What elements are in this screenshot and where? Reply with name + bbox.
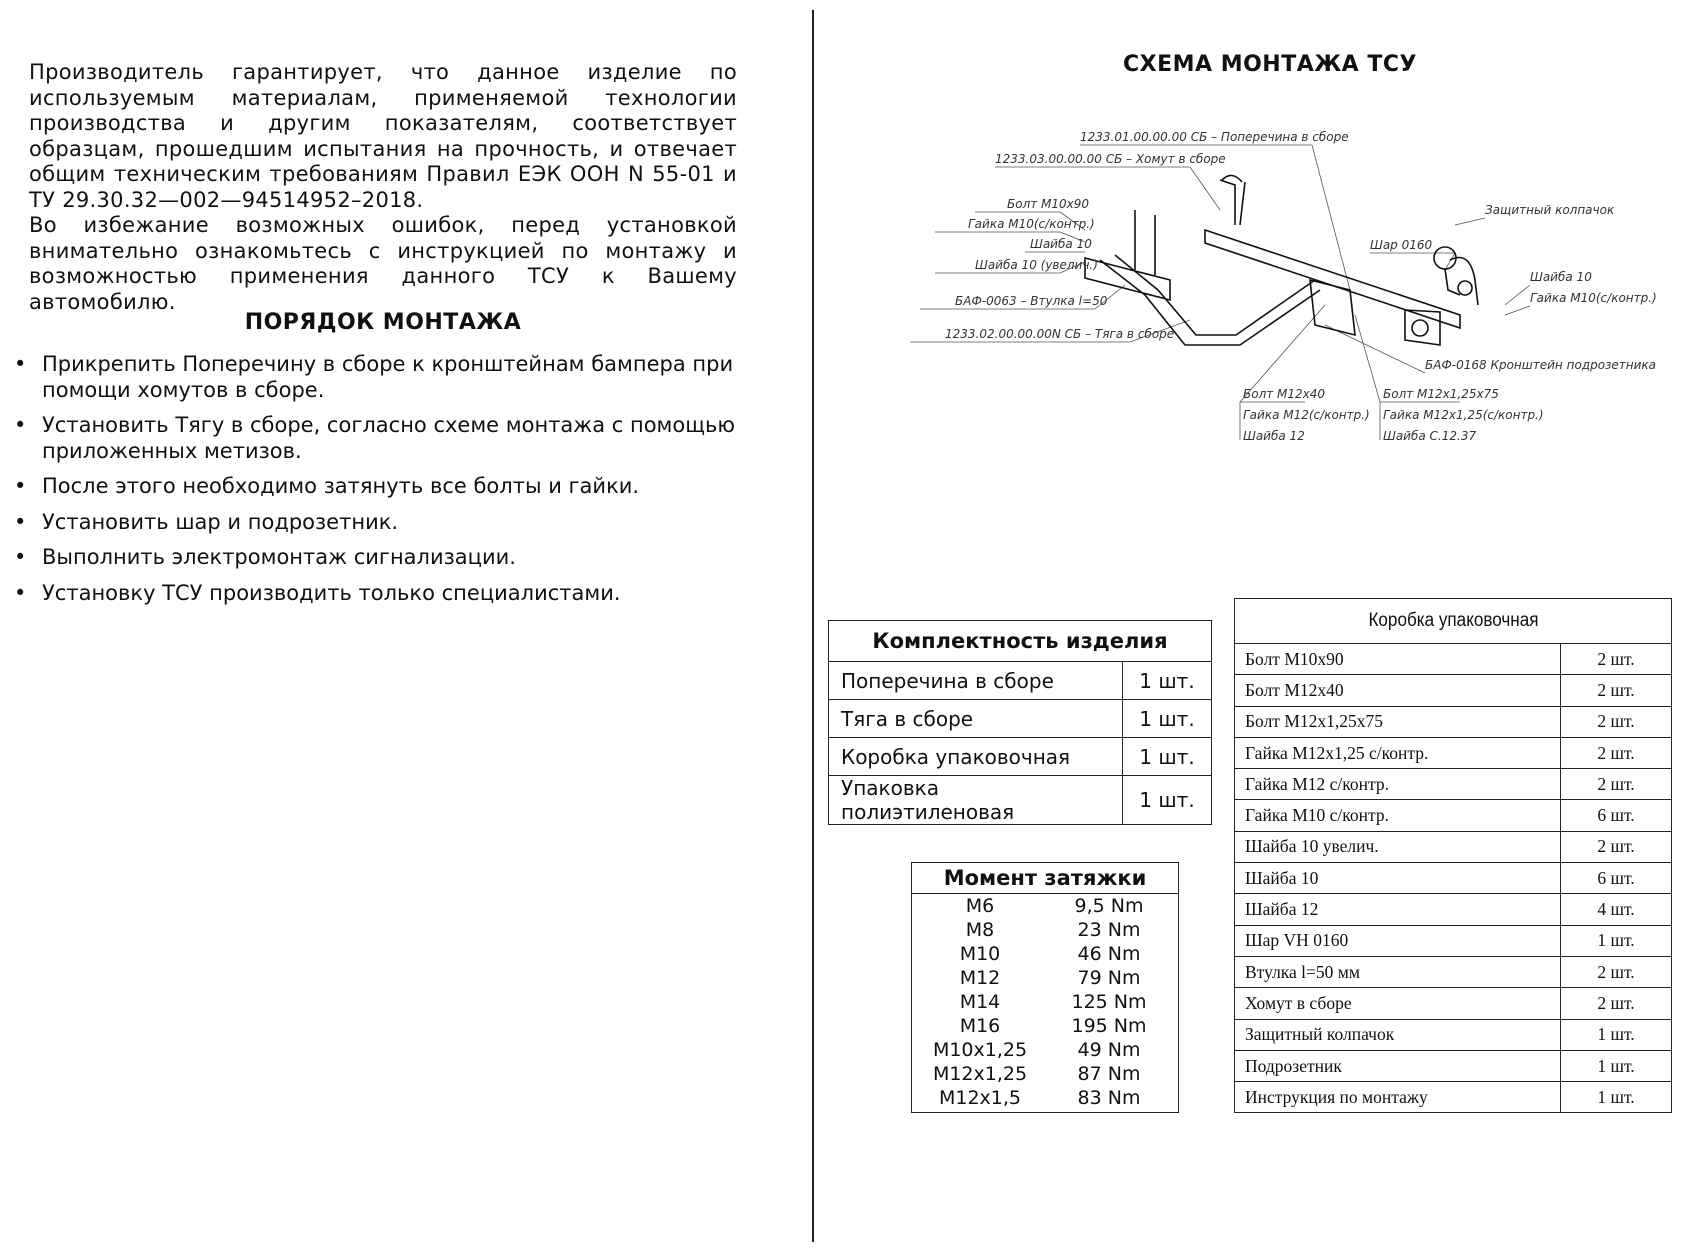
table-row: Болт М12х1,25х75 2 шт. bbox=[1235, 706, 1672, 737]
step-item: • Установить Тягу в сборе, согласно схеме монтажа с помощью приложенных метизов. bbox=[14, 413, 736, 463]
table-row: Шайба 10 6 шт. bbox=[1235, 863, 1672, 894]
torque-table-title: Момент затяжки bbox=[912, 863, 1178, 894]
svg-text:Гайка М10(с/контр.): Гайка М10(с/контр.) bbox=[1530, 291, 1657, 305]
table-row: Защитный колпачок 1 шт. bbox=[1235, 1019, 1672, 1050]
table-row: Шар VH 0160 1 шт. bbox=[1235, 925, 1672, 956]
scheme-heading: СХЕМА МОНТАЖА ТСУ bbox=[1123, 52, 1417, 77]
diagram-labels bbox=[945, 130, 1657, 443]
step-item: • Прикрепить Поперечину в сборе к кронштейнам бампера при помощи хомутов в сборе. bbox=[14, 352, 734, 402]
step-item: • Выполнить электромонтаж сигнализации. bbox=[14, 545, 516, 569]
kit-table-title: Комплектность изделия bbox=[829, 621, 1212, 662]
order-heading: ПОРЯДОК МОНТАЖА bbox=[244, 310, 522, 335]
table-row: Тяга в сборе 1 шт. bbox=[829, 700, 1212, 738]
svg-text:1233.03.00.00.00 СБ – Хомут в: 1233.03.00.00.00 СБ – Хомут в сборе bbox=[995, 152, 1226, 166]
table-row: Гайка М12 с/контр. 2 шт. bbox=[1235, 769, 1672, 800]
intro-text bbox=[29, 60, 737, 315]
table-row: Подрозетник 1 шт. bbox=[1235, 1050, 1672, 1081]
bullet-icon: • bbox=[14, 509, 27, 534]
svg-text:Болт М12х1,25х75: Болт М12х1,25х75 bbox=[1383, 387, 1499, 401]
table-row: Болт М10х90 2 шт. bbox=[1235, 644, 1672, 675]
svg-text:БАФ-0168 Кронштейн подрозетник: БАФ-0168 Кронштейн подрозетника bbox=[1425, 358, 1657, 372]
bullet-icon: • bbox=[14, 580, 27, 605]
svg-text:Шайба 12: Шайба 12 bbox=[1243, 429, 1305, 443]
table-row: Коробка упаковочная 1 шт. bbox=[829, 738, 1212, 776]
towbar-drawing bbox=[1085, 175, 1478, 345]
svg-text:Шайба 10 (увелич.): Шайба 10 (увелич.) bbox=[975, 258, 1098, 272]
bullet-icon: • bbox=[14, 474, 27, 498]
table-row: М6 9,5 Nm bbox=[965, 895, 1144, 917]
installation-steps bbox=[10, 352, 770, 616]
svg-text:1233.01.00.00.00 СБ – Поперечи: 1233.01.00.00.00 СБ – Поперечина в сборе bbox=[1080, 130, 1349, 144]
table-row: М14 125 Nm bbox=[959, 991, 1147, 1013]
table-row: Болт М12х40 2 шт. bbox=[1235, 675, 1672, 706]
box-table-title: Коробка упаковочная bbox=[1256, 599, 1649, 644]
table-row: М10х1,25 49 Nm bbox=[932, 1039, 1141, 1061]
svg-text:Гайка М12х1,25(с/контр.): Гайка М12х1,25(с/контр.) bbox=[1383, 408, 1544, 422]
towbar-assembly-diagram bbox=[900, 130, 1680, 480]
svg-text:1233.02.00.00.00N СБ – Тяга в: 1233.02.00.00.00N СБ – Тяга в сборе bbox=[945, 327, 1175, 341]
bullet-icon: • bbox=[14, 413, 27, 437]
bullet-icon: • bbox=[14, 545, 27, 569]
svg-text:Защитный колпачок: Защитный колпачок bbox=[1485, 203, 1615, 217]
svg-text:Гайка М10(с/контр.): Гайка М10(с/контр.) bbox=[968, 217, 1095, 231]
table-row: М12х1,5 83 Nm bbox=[938, 1087, 1141, 1109]
table-row: М16 195 Nm bbox=[959, 1015, 1147, 1037]
table-row: М8 23 Nm bbox=[965, 919, 1141, 941]
svg-text:Гайка М12(с/контр.): Гайка М12(с/контр.) bbox=[1243, 408, 1370, 422]
table-row: Хомут в сборе 2 шт. bbox=[1235, 988, 1672, 1019]
svg-text:Болт М10х90: Болт М10х90 bbox=[1007, 197, 1090, 211]
table-row: Инструкция по монтажу 1 шт. bbox=[1235, 1082, 1672, 1113]
step-item: • Установку ТСУ производить только специалистами. bbox=[14, 580, 621, 605]
box-contents-table bbox=[1234, 598, 1672, 1113]
table-row: Упаковка полиэтиленовая 1 шт. bbox=[829, 776, 1212, 825]
table-row: Гайка М12х1,25 с/контр. 2 шт. bbox=[1235, 737, 1672, 768]
svg-text:Шайба 10: Шайба 10 bbox=[1030, 237, 1092, 251]
table-row: М12 79 Nm bbox=[959, 967, 1141, 989]
svg-text:Шар 0160: Шар 0160 bbox=[1370, 238, 1433, 252]
torque-table bbox=[911, 862, 1179, 1113]
svg-text:Шайба 10: Шайба 10 bbox=[1530, 270, 1592, 284]
table-row: Шайба 10 увелич. 2 шт. bbox=[1235, 831, 1672, 862]
table-row: М10 46 Nm bbox=[959, 943, 1141, 965]
table-row: Втулка l=50 мм 2 шт. bbox=[1235, 956, 1672, 987]
table-row: Гайка М10 с/контр. 6 шт. bbox=[1235, 800, 1672, 831]
intro-paragraph-2: Во избежание возможных ошибок, перед установкой внимательно ознакомьтесь с инструкцией по монтажу и возможностью применения данного ТСУ к Вашему автомобилю. bbox=[29, 213, 737, 314]
svg-text:Болт М12х40: Болт М12х40 bbox=[1243, 387, 1326, 401]
svg-text:БАФ-0063 – Втулка l=50: БАФ-0063 – Втулка l=50 bbox=[955, 294, 1108, 308]
step-item: • Установить шар и подрозетник. bbox=[14, 509, 399, 534]
table-row: Поперечина в сборе 1 шт. bbox=[829, 662, 1212, 700]
intro-paragraph-1: Производитель гарантирует, что данное изделие по используемым материалам, применяемой технологии производства и другим показателям, соответствует образцам, прошедшим испытания на прочность, и отвечает общим техническим требованиям Правил ЕЭК ООН N 55-01 и ТУ 29.30.32—002—94514952–2018. bbox=[29, 60, 737, 212]
bullet-icon: • bbox=[14, 352, 27, 376]
step-item: • После этого необходимо затянуть все болты и гайки. bbox=[14, 474, 640, 498]
table-row: Шайба 12 4 шт. bbox=[1235, 894, 1672, 925]
svg-text:Шайба С.12.37: Шайба С.12.37 bbox=[1383, 429, 1477, 443]
kit-table bbox=[828, 620, 1212, 825]
table-row: М12х1,25 87 Nm bbox=[932, 1063, 1141, 1085]
column-divider bbox=[812, 10, 814, 1242]
